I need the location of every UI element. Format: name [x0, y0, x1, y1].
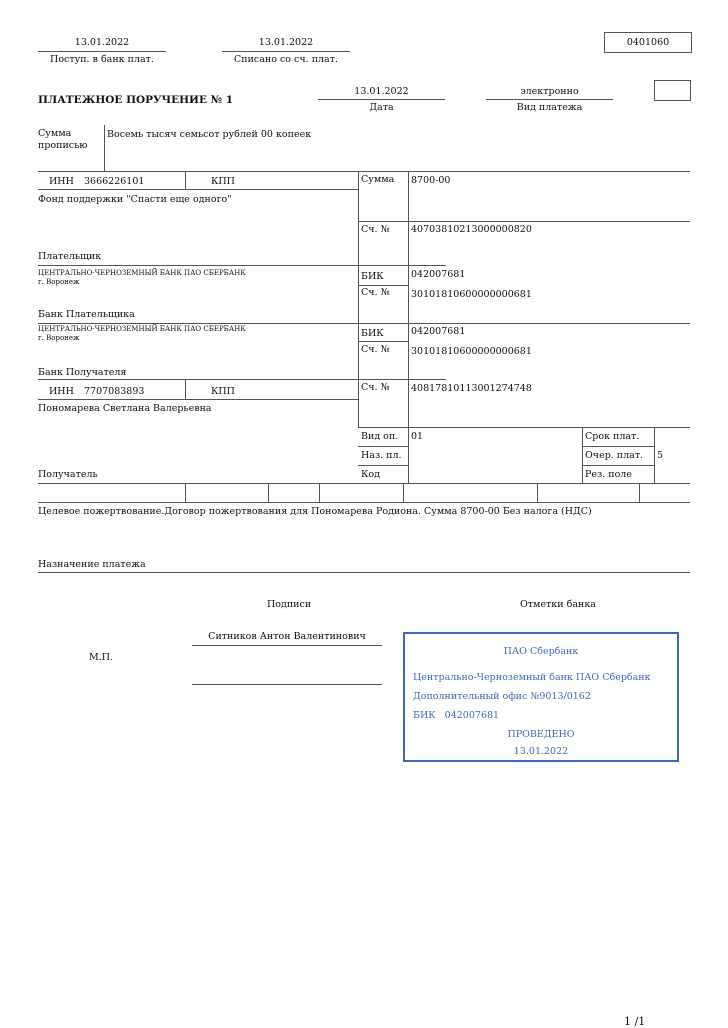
divider	[537, 483, 538, 502]
document-date-label: Дата	[369, 102, 394, 113]
stamp-bank: ПАО Сбербанк	[503, 646, 579, 657]
payer-bank-city: г. Воронеж	[38, 278, 80, 286]
stamp-branch: Центрально-Черноземный банк ПАО Сбербанк	[413, 672, 651, 683]
vid-op-value: 01	[411, 431, 424, 442]
payer-bank-name: ЦЕНТРАЛЬНО-ЧЕРНОЗЕМНЫЙ БАНК ПАО СБЕРБАНК	[38, 269, 246, 277]
payee-bank-account: 30101810600000000681	[411, 346, 532, 357]
divider	[358, 341, 408, 342]
divider	[38, 502, 690, 503]
divider	[582, 465, 654, 466]
divider	[38, 265, 446, 266]
payment-purpose-label: Назначение платежа	[38, 559, 146, 570]
divider	[358, 285, 408, 286]
payee-name: Пономарева Светлана Валерьевна	[38, 403, 212, 414]
payee-inn-label: ИНН	[49, 386, 74, 397]
divider	[318, 99, 445, 100]
payee-bank-label: Банк Получателя	[38, 367, 127, 378]
divider	[38, 572, 690, 573]
stamp-status: ПРОВЕДЕНО	[507, 729, 575, 740]
divider	[639, 483, 640, 502]
amount-words-value: Восемь тысяч семьсот рублей 00 копеек	[107, 129, 312, 140]
naz-pl-label: Наз. пл.	[361, 450, 402, 461]
amount-words-label-1: Сумма	[38, 128, 72, 139]
payer-inn-label: ИНН	[49, 176, 74, 187]
divider	[403, 483, 404, 502]
document-date: 13.01.2022	[354, 86, 409, 97]
divider	[358, 465, 408, 466]
payee-bank-name: ЦЕНТРАЛЬНО-ЧЕРНОЗЕМНЫЙ БАНК ПАО СБЕРБАНК	[38, 325, 246, 333]
payment-type: электронно	[520, 86, 579, 97]
amount-words-label-2: прописью	[38, 140, 88, 151]
form-code-box	[604, 32, 692, 53]
payee-bank-account-label: Сч. №	[361, 344, 390, 355]
payer-account-label: Сч. №	[361, 224, 390, 235]
payer-bank-account-label: Сч. №	[361, 287, 390, 298]
payer-name: Фонд поддержки "Спасти еще одного"	[38, 194, 232, 205]
payee-bank-bik: 042007681	[411, 326, 466, 337]
stamp-bik: БИК 042007681	[413, 710, 500, 721]
signature-line	[192, 684, 382, 685]
vid-op-label: Вид оп.	[361, 431, 399, 442]
divider	[582, 446, 654, 447]
payer-account: 40703810213000000820	[411, 224, 532, 235]
payer-bank-bik-label: БИК	[361, 271, 384, 282]
divider	[358, 446, 408, 447]
bank-marks-title: Отметки банка	[520, 599, 596, 610]
payee-bank-bik-label: БИК	[361, 328, 384, 339]
received-label: Поступ. в банк плат.	[50, 54, 154, 65]
payment-purpose: Целевое пожертвование.Договор пожертвования для Пономарева Родиона. Сумма 8700-00 Без налога (НДС)	[38, 506, 592, 517]
divider	[358, 171, 359, 427]
payer-bank-bik: 042007681	[411, 269, 466, 280]
divider	[486, 99, 613, 100]
payee-bank-city: г. Воронеж	[38, 334, 80, 342]
stamp-date: 13.01.2022	[513, 746, 569, 757]
debited-label: Списано со сч. плат.	[234, 54, 338, 65]
srok-label: Срок плат.	[585, 431, 640, 442]
kod-label: Код	[361, 469, 380, 480]
payer-inn: 3666226101	[84, 176, 145, 187]
blank-box	[654, 80, 691, 101]
payer-bank-account: 30101810600000000681	[411, 289, 532, 300]
divider	[222, 51, 350, 52]
divider	[408, 171, 409, 483]
payee-kpp-label: КПП	[211, 386, 235, 397]
divider	[38, 323, 690, 324]
divider	[268, 483, 269, 502]
payer-sum-label: Сумма	[361, 174, 395, 185]
divider	[104, 125, 105, 171]
signer-name: Ситников Антон Валентинович	[208, 631, 366, 642]
debited-date: 13.01.2022	[258, 37, 314, 48]
divider	[38, 171, 690, 172]
divider	[38, 189, 358, 190]
divider	[185, 483, 186, 502]
divider	[38, 379, 446, 380]
ocher-label: Очер. плат.	[585, 450, 644, 461]
document-title: ПЛАТЕЖНОЕ ПОРУЧЕНИЕ № 1	[38, 94, 234, 106]
divider	[582, 427, 583, 483]
divider	[185, 171, 186, 189]
received-date: 13.01.2022	[74, 37, 130, 48]
signatures-title: Подписи	[267, 599, 312, 610]
ocher-value: 5	[657, 450, 664, 461]
stamp-office: Дополнительный офис №9013/0162	[413, 691, 591, 702]
payee-label: Получатель	[38, 469, 98, 480]
seal-placeholder: М.П.	[89, 652, 114, 663]
payer-bank-label: Банк Плательщика	[38, 309, 135, 320]
bank-stamp	[403, 632, 679, 762]
divider	[185, 379, 186, 399]
divider	[358, 221, 690, 222]
divider	[38, 51, 166, 52]
divider	[358, 427, 690, 428]
signature-line	[192, 645, 382, 646]
divider	[38, 399, 358, 400]
divider	[654, 427, 655, 483]
divider	[38, 483, 690, 484]
divider	[319, 483, 320, 502]
rez-label: Рез. поле	[585, 469, 632, 480]
payee-account-label: Сч. №	[361, 382, 390, 393]
payment-type-label: Вид платежа	[516, 102, 583, 113]
payer-kpp-label: КПП	[211, 176, 235, 187]
payee-inn: 7707083893	[84, 386, 145, 397]
form-code: 0401060	[626, 37, 670, 48]
payee-account: 40817810113001274748	[411, 383, 532, 394]
page-number: 1 /1	[624, 1015, 646, 1028]
payer-label: Плательщик	[38, 251, 102, 262]
payer-sum: 8700-00	[411, 175, 451, 186]
